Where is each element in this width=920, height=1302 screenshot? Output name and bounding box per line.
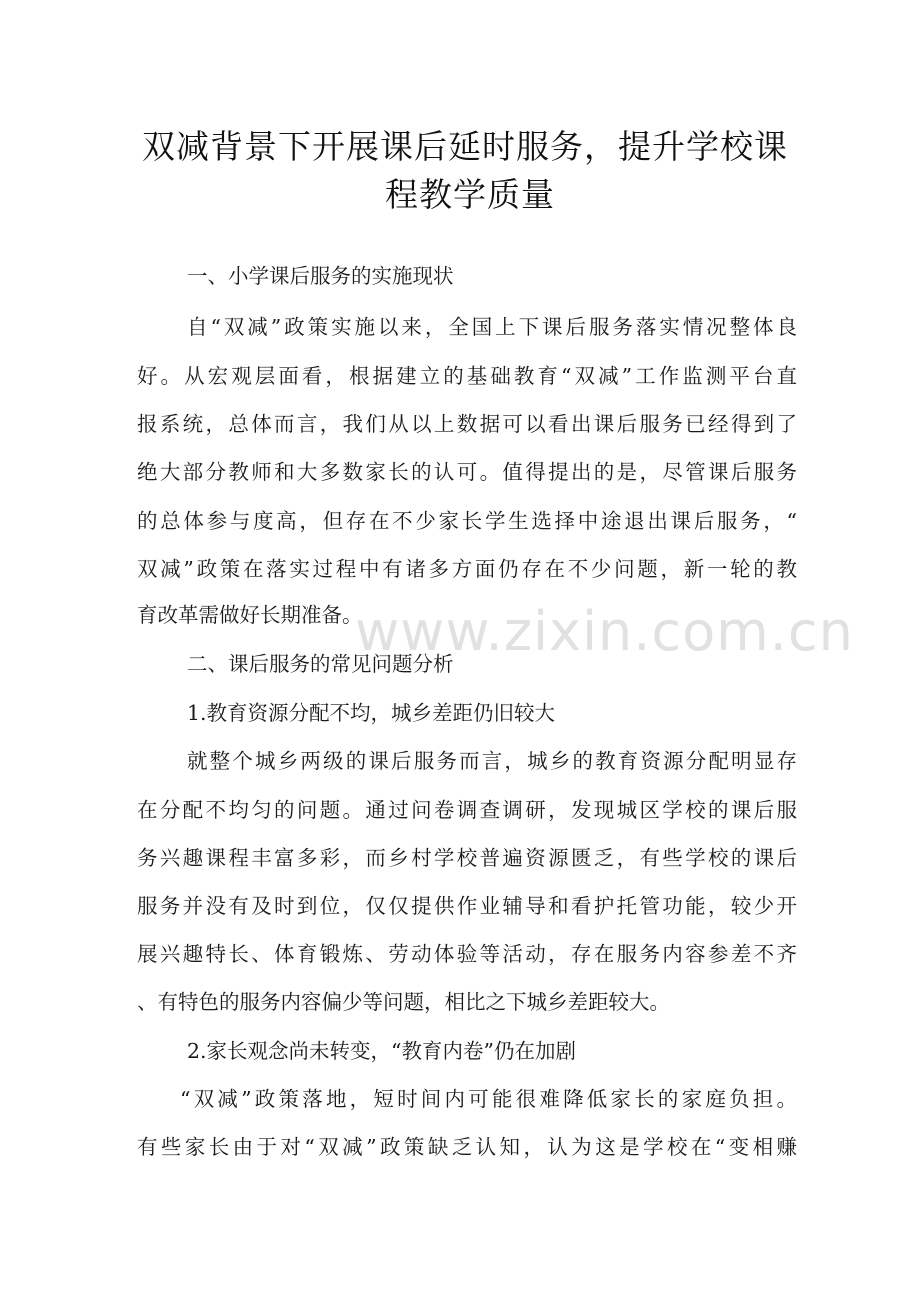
paragraph-line: 好。从宏观层面看，根据建立的基础教育“双减”工作监测平台直 xyxy=(137,364,797,388)
section-heading-2: 二、课后服务的常见问题分析 xyxy=(187,652,454,676)
paragraph-line: 育改革需做好长期准备。 xyxy=(137,603,363,627)
paragraph-line: 展兴趣特长、体育锻炼、劳动体验等活动，存在服务内容参差不齐 xyxy=(137,942,797,966)
paragraph-line: 务兴趣课程丰富多彩，而乡村学校普遍资源匮乏，有些学校的课后 xyxy=(137,846,797,870)
subsection-heading-2: 2.家长观念尚未转变，“教育内卷”仍在加剧 xyxy=(187,1039,577,1063)
watermark: www.zixin.com.cn xyxy=(355,600,854,663)
paragraph-line: 双减”政策在落实过程中有诸多方面仍存在不少问题，新一轮的教 xyxy=(137,557,797,581)
paragraph-line: 的总体参与度高，但存在不少家长学生选择中途退出课后服务，“ xyxy=(137,509,797,533)
paragraph-line: 在分配不均匀的问题。通过问卷调查调研，发现城区学校的课后服 xyxy=(137,798,797,822)
paragraph-line: 自“双减”政策实施以来，全国上下课后服务落实情况整体良 xyxy=(187,315,797,339)
section-heading-1: 一、小学课后服务的实施现状 xyxy=(187,264,454,288)
paragraph-line: 服务并没有及时到位，仅仅提供作业辅导和看护托管功能，较少开 xyxy=(137,894,797,918)
paragraph-line: “双减”政策落地，短时间内可能很难降低家长的家庭负担。 xyxy=(180,1087,797,1111)
document-title-line-1: 双减背景下开展课后延时服务，提升学校课 xyxy=(142,127,788,166)
paragraph-line: 有些家长由于对“双减”政策缺乏认知，认为这是学校在“变相赚 xyxy=(137,1135,797,1159)
paragraph-line: 就整个城乡两级的课后服务而言，城乡的教育资源分配明显存 xyxy=(187,749,797,773)
document-title-line-2: 程教学质量 xyxy=(385,175,555,214)
paragraph-line: 、有特色的服务内容偏少等问题，相比之下城乡差距较大。 xyxy=(137,990,670,1014)
subsection-heading-1: 1.教育资源分配不均，城乡差距仍旧较大 xyxy=(187,701,556,725)
paragraph-line: 绝大部分教师和大多数家长的认可。值得提出的是，尽管课后服务 xyxy=(137,460,797,484)
paragraph-line: 报系统，总体而言，我们从以上数据可以看出课后服务已经得到了 xyxy=(137,412,797,436)
